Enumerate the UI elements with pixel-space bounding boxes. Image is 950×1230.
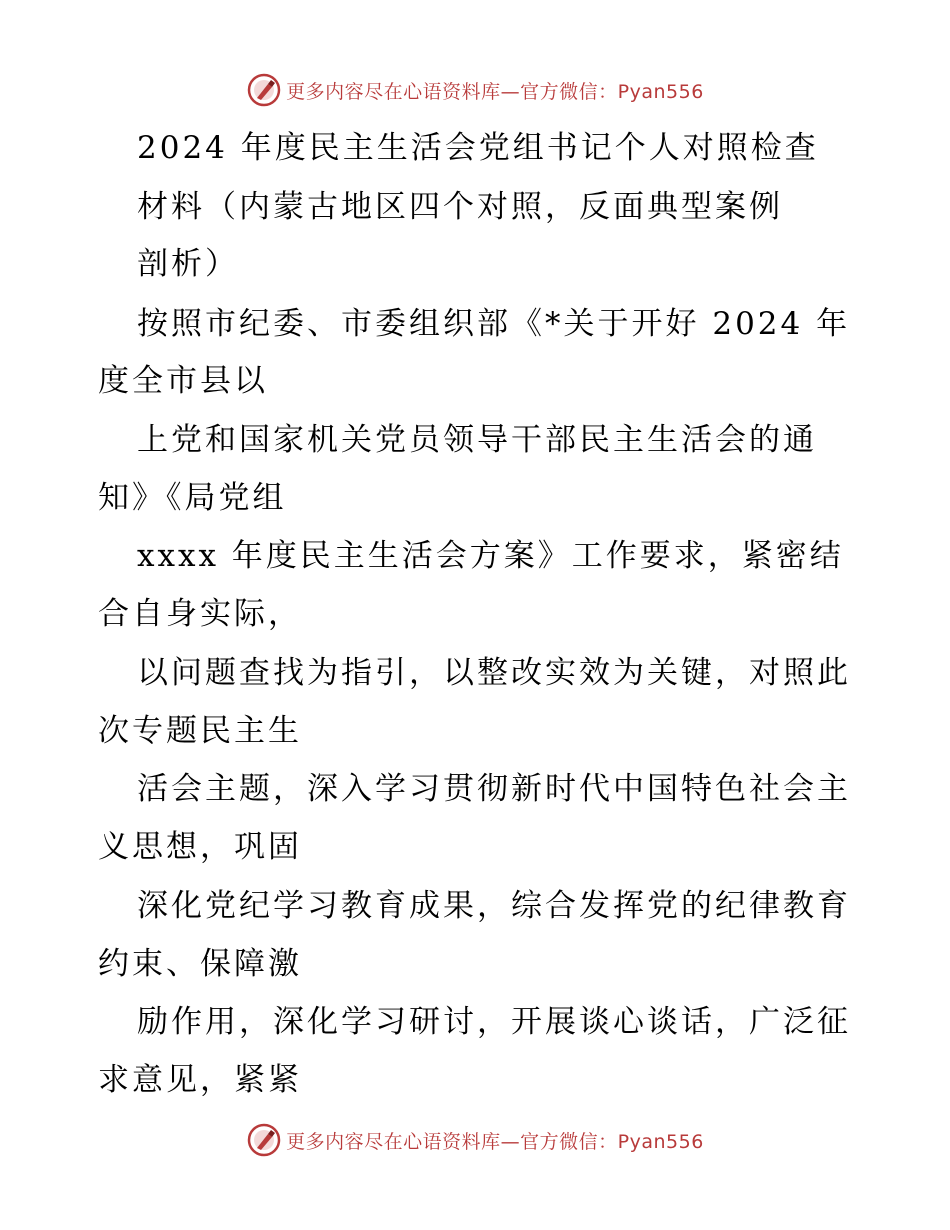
body-line: 知》《局党组 xyxy=(98,480,287,516)
body-line: 度全市县以 xyxy=(98,363,268,399)
body-line: 上党和国家机关党员领导干部民主生活会的通 xyxy=(137,422,817,458)
body-line: 励作用，深化学习研讨，开展谈心谈话，广泛征 xyxy=(137,1004,851,1040)
body-line: 活会主题，深入学习贯彻新时代中国特色社会主 xyxy=(137,771,851,807)
watermark-text: 更多内容尽在心语资料库—官方微信：Pyan556 xyxy=(286,1130,704,1153)
pen-nib-logo-icon xyxy=(246,72,282,108)
pen-nib-logo-icon xyxy=(246,1122,282,1158)
body-line: xxxx 年度民主生活会方案》工作要求，紧密结 xyxy=(137,538,844,574)
body-line: 按照市纪委、市委组织部《*关于开好 2024 年 xyxy=(137,306,851,342)
body-line: 以问题查找为指引，以整改实效为关键，对照此 xyxy=(137,655,851,691)
body-line: 合自身实际， xyxy=(98,596,302,632)
title-line-1: 2024 年度民主生活会党组书记个人对照检查 xyxy=(137,130,819,166)
title-line-2: 材料（内蒙古地区四个对照，反面典型案例 xyxy=(137,189,783,225)
footer-watermark xyxy=(0,1118,950,1162)
body-line: 约束、保障激 xyxy=(98,946,302,982)
body-line: 义思想，巩固 xyxy=(98,829,302,865)
body-line: 深化党纪学习教育成果，综合发挥党的纪律教育 xyxy=(137,888,851,924)
body-line: 求意见，紧紧 xyxy=(98,1062,302,1098)
title-line-3: 剖析） xyxy=(137,246,239,282)
watermark-text: 更多内容尽在心语资料库—官方微信：Pyan556 xyxy=(286,80,704,103)
header-watermark xyxy=(0,68,950,112)
body-line: 次专题民主生 xyxy=(98,713,302,749)
